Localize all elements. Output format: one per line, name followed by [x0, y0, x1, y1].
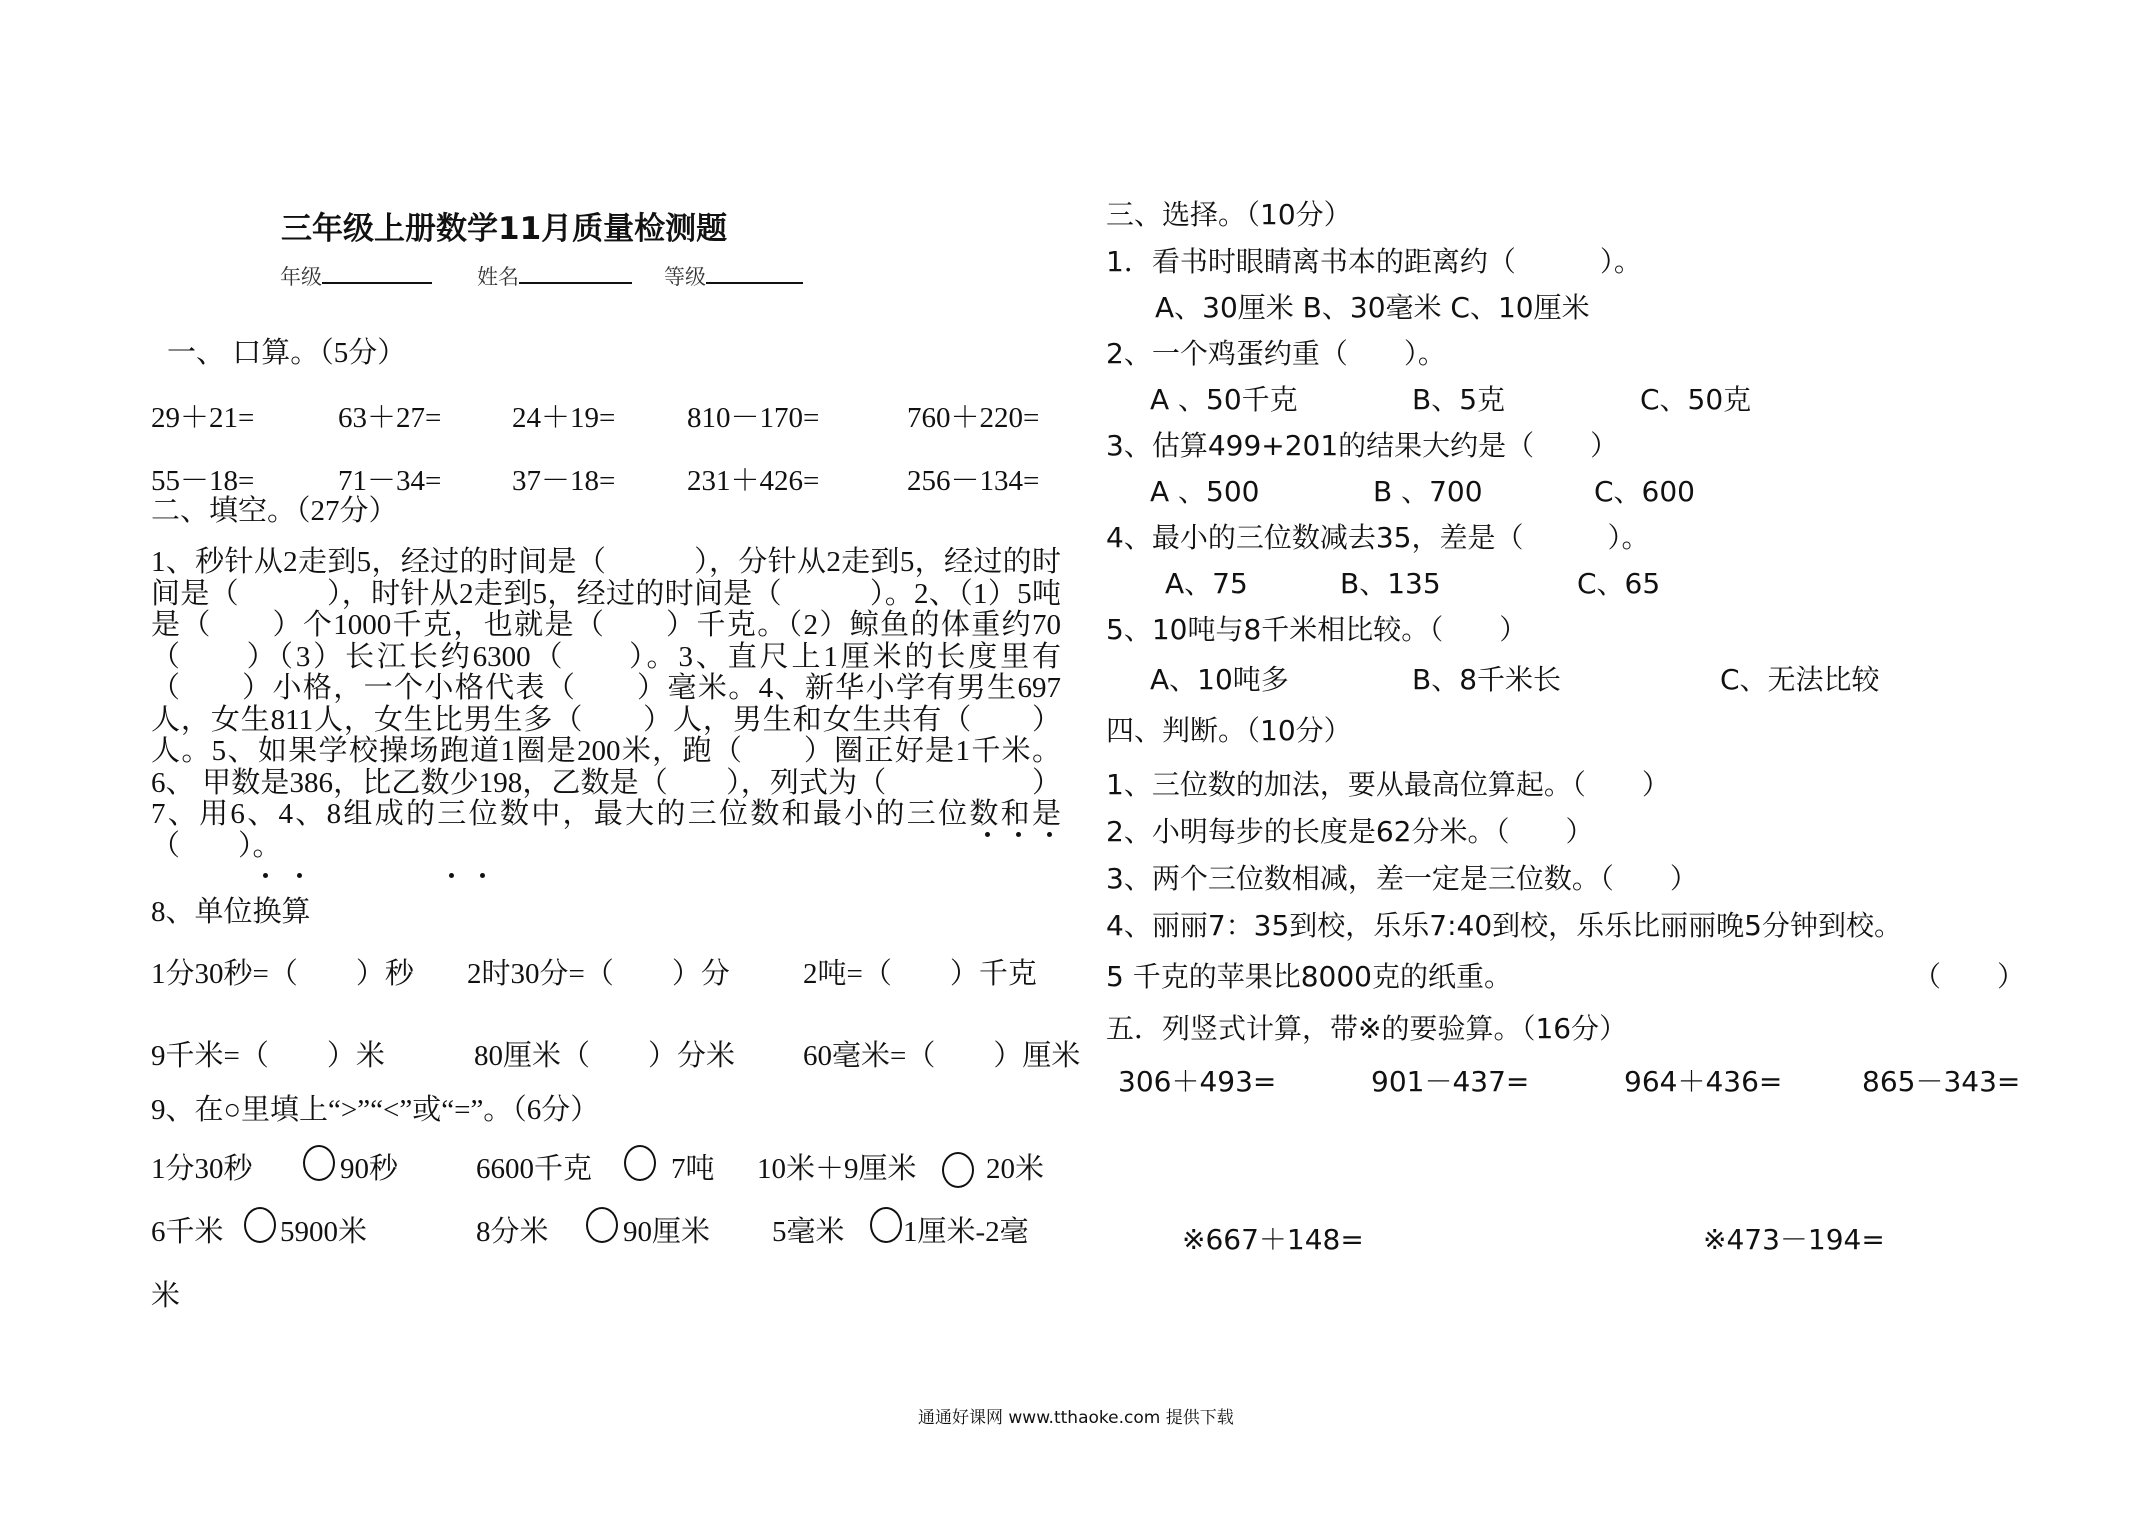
unit-item: 60毫米=（ ）厘米: [803, 1040, 1081, 1072]
grade-field: [280, 260, 432, 291]
compare-circle[interactable]: [870, 1207, 902, 1243]
calc-item: 231＋426=: [687, 465, 820, 497]
choice-option: C、无法比较: [1720, 663, 1880, 696]
calc-item: 63＋27=: [338, 402, 442, 434]
emphasis-dot: [985, 832, 990, 837]
calc-item: 810－170=: [687, 402, 820, 434]
calc-item: 71－34=: [338, 465, 442, 497]
compare-right: 90厘米: [623, 1216, 711, 1248]
compare-right: 7吨: [671, 1153, 715, 1185]
page-title: 三年级上册数学11月质量检测题: [281, 211, 728, 247]
judge-paren: （ ）: [1913, 960, 2026, 993]
judge-item: 2、小明每步的长度是62分米。（ ）: [1106, 815, 1594, 848]
unit-heading: 8、单位换算: [151, 896, 311, 928]
vertical-calc: 306＋493=: [1118, 1065, 1277, 1098]
vertical-calc: 964＋436=: [1624, 1065, 1783, 1098]
emphasis-dot: [297, 873, 302, 878]
choice-option: A 、500: [1150, 475, 1260, 508]
footer-source: 通通好课网 www.tthaoke.com 提供下载: [918, 1408, 1234, 1428]
compare-circle[interactable]: [624, 1145, 656, 1181]
compare-right: 90秒: [340, 1153, 399, 1185]
emphasis-dot: [1047, 832, 1052, 837]
judge-item: 4、丽丽7：35到校，乐乐7:40到校，乐乐比丽丽晚5分钟到校。: [1106, 909, 1902, 942]
choice-question: 5、10吨与8千米相比较。（ ）: [1106, 613, 1528, 646]
compare-left: 1分30秒: [151, 1153, 253, 1185]
part4-heading: 四、判断。（10分）: [1106, 714, 1352, 747]
choice-option: C、50克: [1640, 383, 1752, 416]
level-field: [664, 260, 803, 291]
compare-heading: 9、在○里填上“>”“<”或“=”。（6分）: [151, 1094, 600, 1126]
vertical-calc-check: ※473－194=: [1703, 1223, 1885, 1256]
compare-circle[interactable]: [244, 1207, 276, 1243]
name-field: [477, 260, 632, 291]
compare-circle[interactable]: [303, 1145, 335, 1181]
judge-item: 5 千克的苹果比8000克的纸重。: [1106, 960, 1512, 993]
calc-item: 55－18=: [151, 465, 255, 497]
choice-question: 3、估算499+201的结果大约是（ ）: [1106, 429, 1619, 462]
part5-heading: 五．列竖式计算，带※的要验算。（16分）: [1106, 1012, 1628, 1045]
vertical-calc-check: ※667＋148=: [1182, 1223, 1364, 1256]
compare-right: 5900米: [280, 1216, 368, 1248]
emphasis-dot: [480, 873, 485, 878]
choice-option: C、600: [1594, 475, 1695, 508]
choice-question: 4、最小的三位数减去35，差是（ ）。: [1106, 521, 1650, 554]
compare-left: 5毫米: [772, 1216, 845, 1248]
compare-right: 20米: [986, 1153, 1045, 1185]
unit-item: 2吨=（ ）千克: [803, 958, 1037, 990]
judge-item: 3、两个三位数相减，差一定是三位数。（ ）: [1106, 862, 1698, 895]
choice-option: B、8千米长: [1412, 663, 1562, 696]
choice-options: A、30厘米 B、30毫米 C、10厘米: [1155, 291, 1590, 324]
choice-option: B 、700: [1373, 475, 1483, 508]
part2-heading: 二、填空。（27分）: [151, 495, 398, 527]
unit-item: 9千米=（ ）米: [151, 1040, 385, 1072]
calc-item: 24＋19=: [512, 402, 616, 434]
choice-option: A、10吨多: [1150, 663, 1289, 696]
choice-question: 1．看书时眼睛离书本的距离约（ ）。: [1106, 245, 1642, 278]
unit-item: 80厘米（ ）分米: [474, 1040, 736, 1072]
choice-option: C、65: [1577, 567, 1661, 600]
choice-option: A 、50千克: [1150, 383, 1298, 416]
compare-left: 8分米: [476, 1216, 549, 1248]
grade-blank: [322, 260, 432, 284]
compare-left: 6600千克: [476, 1153, 593, 1185]
judge-item: 1、三位数的加法，要从最高位算起。（ ）: [1106, 768, 1670, 801]
name-blank: [519, 260, 632, 284]
calc-item: 256－134=: [907, 465, 1040, 497]
compare-left: 6千米: [151, 1216, 224, 1248]
part1-heading: 一、 口算。（5分）: [167, 337, 407, 369]
level-blank: [706, 260, 803, 284]
level-label: 等级: [664, 265, 706, 289]
emphasis-dot: [449, 873, 454, 878]
choice-option: B、5克: [1412, 383, 1506, 416]
compare-right: 1厘米-2毫: [903, 1216, 1029, 1248]
choice-option: B、135: [1340, 567, 1441, 600]
part3-heading: 三、选择。（10分）: [1106, 198, 1352, 231]
calc-item: 29＋21=: [151, 402, 255, 434]
emphasis-dot: [1016, 832, 1021, 837]
emphasis-dot: [263, 873, 268, 878]
compare-circle[interactable]: [942, 1152, 974, 1188]
compare-tail: 米: [151, 1280, 181, 1312]
calc-item: 37－18=: [512, 465, 616, 497]
compare-circle[interactable]: [586, 1207, 618, 1243]
unit-item: 2时30分=（ ）分: [467, 958, 730, 990]
vertical-calc: 865－343=: [1862, 1065, 2021, 1098]
name-label: 姓名: [477, 265, 519, 289]
calc-item: 760＋220=: [907, 402, 1040, 434]
unit-item: 1分30秒=（ ）秒: [151, 958, 414, 990]
vertical-calc: 901－437=: [1371, 1065, 1530, 1098]
choice-question: 2、一个鸡蛋约重（ ）。: [1106, 337, 1446, 370]
grade-label: 年级: [280, 265, 322, 289]
choice-option: A、75: [1165, 567, 1248, 600]
compare-left: 10米＋9厘米: [757, 1153, 917, 1185]
fill-blank-paragraph: 1、秒针从2走到5，经过的时间是（ ），分针从2走到5，经过的时间是（ ），时针从2走到5，经过的时间是（ ）。2、（1）5吨是（ ）个1000千克，也就是（ ）千克。（2）鲸鱼的体重约70（ ）（3）长江长约6300（ ）。3、直尺上1厘米的长度里有（ ）小格，一个小格代表（ ）毫米。4、新华小学有男生697人，女生811人，女生比男生多（ ）人，男生和女生共有（ ）人。5、如果学校操场跑道1圈是200米，跑（ ）圈正好是1千米。6、 甲数是386，比乙数少198，乙数是（ ），列式为（ ）7、用6、4、8组成的三位数中，最大的三位数和最小的三位数和是（ ）。: [151, 546, 1061, 862]
